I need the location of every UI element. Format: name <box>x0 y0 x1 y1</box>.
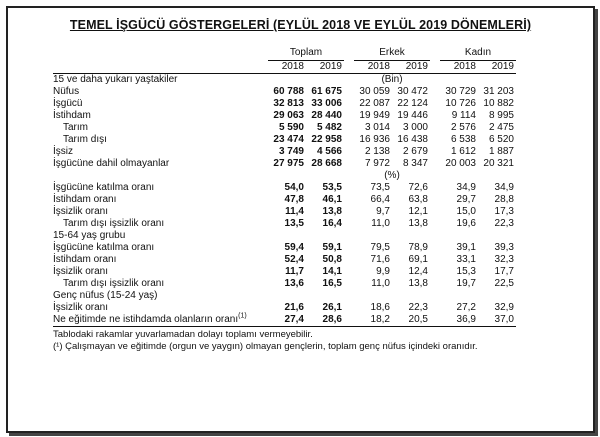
table-row <box>53 146 516 158</box>
table-row <box>53 314 516 327</box>
cell-value: 39,1 <box>456 242 476 253</box>
row-label: İstihdam oranı <box>53 254 117 265</box>
section-row <box>53 74 516 87</box>
row-label: İşsiz <box>53 146 73 157</box>
page-title: TEMEL İŞGÜCÜ GÖSTERGELERİ (EYLÜL 2018 VE EYLÜL 2019 DÖNEMLERİ) <box>69 18 532 32</box>
cell-value: 36,9 <box>440 314 478 327</box>
cell-value: 34,9 <box>494 182 514 193</box>
header-groups-row <box>53 46 516 61</box>
cell-value: 6 538 <box>450 134 476 145</box>
table-row <box>53 194 516 206</box>
footnote-row <box>53 341 516 353</box>
group-header: Toplam <box>268 46 344 61</box>
row-label: İşgücüne dahil olmayanlar <box>53 158 170 169</box>
footnote: Tablodaki rakamlar yuvarlamadan dolayı toplamı vermeyebilir. <box>53 329 313 340</box>
cell-value: 53,5 <box>322 182 342 193</box>
cell-value: 71,6 <box>370 254 390 265</box>
row-label: İşsizlik oranı <box>53 206 109 217</box>
cell-value: 30 059 <box>359 86 390 97</box>
table-frame <box>6 6 595 433</box>
cell-value: 66,4 <box>370 194 390 205</box>
row-label: İşgücüne katılma oranı <box>53 182 155 193</box>
table-row <box>53 266 516 278</box>
cell-value: 28,6 <box>306 314 344 327</box>
cell-value: 20,5 <box>392 314 430 327</box>
cell-value: 22,3 <box>494 218 514 229</box>
cell-value: 28,8 <box>494 194 514 205</box>
cell-value: 22 087 <box>359 98 390 109</box>
cell-value: 10 726 <box>445 98 476 109</box>
cell-value: 16,4 <box>322 218 342 229</box>
cell-value: 19 446 <box>397 110 428 121</box>
cell-value: 34,9 <box>456 182 476 193</box>
table-row <box>53 278 516 290</box>
year-header: 2019 <box>306 61 344 74</box>
cell-value: 16 438 <box>397 134 428 145</box>
unit-label: (%) <box>384 170 400 181</box>
row-label: Ne eğitimde ne istihdamda olanların oranı$^{(1)}$ <box>53 314 268 327</box>
table-row <box>53 218 516 230</box>
section-label: Genç nüfus (15-24 yaş) <box>53 290 158 301</box>
cell-value: 54,0 <box>284 182 304 193</box>
cell-value: 2 475 <box>488 122 514 133</box>
cell-value: 27,4 <box>268 314 306 327</box>
cell-value: 19,7 <box>456 278 476 289</box>
table-row <box>53 206 516 218</box>
cell-value: 13,8 <box>322 206 342 217</box>
cell-value: 3 014 <box>364 122 390 133</box>
cell-value: 18,2 <box>354 314 392 327</box>
cell-value: 11,0 <box>371 278 390 289</box>
cell-value: 11,0 <box>371 218 390 229</box>
cell-value: 30 729 <box>445 86 476 97</box>
cell-value: 72,6 <box>408 182 428 193</box>
cell-value: 60 788 <box>273 86 304 97</box>
row-label: Tarım dışı <box>63 134 107 145</box>
cell-value: 20 321 <box>483 158 514 169</box>
cell-value: 18,6 <box>370 302 390 313</box>
row-label: Nüfus <box>53 86 80 97</box>
row-label: İstihdam oranı <box>53 194 117 205</box>
cell-value: 13,8 <box>408 218 428 229</box>
footnote-marker: (1) <box>238 312 247 320</box>
cell-value: 29,7 <box>456 194 476 205</box>
cell-value: 13,6 <box>284 278 304 289</box>
cell-value: 30 472 <box>397 86 428 97</box>
year-header: 2018 <box>268 61 306 74</box>
cell-value: 32 813 <box>273 98 304 109</box>
cell-value: 12,4 <box>408 266 428 277</box>
cell-value: 73,5 <box>370 182 390 193</box>
cell-value: 32,9 <box>494 302 514 313</box>
cell-value: 52,4 <box>284 254 304 265</box>
cell-value: 7 972 <box>364 158 390 169</box>
cell-value: 46,1 <box>322 194 342 205</box>
table-row <box>53 242 516 254</box>
cell-value: 13,5 <box>284 218 304 229</box>
cell-value: 8 347 <box>402 158 428 169</box>
cell-value: 5 590 <box>278 122 304 133</box>
table-row <box>53 302 516 314</box>
section-row <box>53 290 516 302</box>
cell-value: 69,1 <box>408 254 428 265</box>
cell-value: 23 474 <box>273 134 304 145</box>
table-row <box>53 110 516 122</box>
table-row <box>53 86 516 98</box>
table-row <box>53 134 516 146</box>
row-label: İstihdam <box>53 110 91 121</box>
cell-value: 16,5 <box>322 278 342 289</box>
cell-value: 26,1 <box>322 302 342 313</box>
cell-value: 28 440 <box>311 110 342 121</box>
footnote: (¹) Çalışmayan ve eğitimde (orgun ve yaygın) olmayan gençlerin, toplam genç nüfus içindeki oranıdır. <box>53 341 478 352</box>
cell-value: 33 006 <box>311 98 342 109</box>
row-label: İşsizlik oranı <box>53 302 109 313</box>
cell-value: 2 138 <box>364 146 390 157</box>
cell-value: 11,7 <box>285 266 304 277</box>
row-label: İşgücüne katılma oranı <box>53 242 155 253</box>
cell-value: 20 003 <box>445 158 476 169</box>
cell-value: 27,2 <box>456 302 476 313</box>
group-header: Erkek <box>354 46 430 61</box>
year-header: 2019 <box>478 61 516 74</box>
cell-value: 12,1 <box>408 206 428 217</box>
cell-value: 17,3 <box>494 206 514 217</box>
cell-value: 37,0 <box>478 314 516 327</box>
cell-value: 11,4 <box>285 206 304 217</box>
cell-value: 27 975 <box>273 158 304 169</box>
cell-value: 15,3 <box>456 266 476 277</box>
year-header: 2019 <box>392 61 430 74</box>
year-header: 2018 <box>354 61 392 74</box>
cell-value: 5 482 <box>316 122 342 133</box>
table-row <box>53 254 516 266</box>
section-label: 15 ve daha yukarı yaştakiler <box>53 74 178 85</box>
cell-value: 1 887 <box>488 146 514 157</box>
cell-value: 28 668 <box>311 158 342 169</box>
cell-value: 14,1 <box>322 266 342 277</box>
table-row <box>53 158 516 170</box>
cell-value: 33,1 <box>456 254 476 265</box>
cell-value: 16 936 <box>359 134 390 145</box>
cell-value: 1 612 <box>450 146 476 157</box>
group-header: Kadın <box>440 46 516 61</box>
cell-value: 17,7 <box>494 266 514 277</box>
cell-value: 47,8 <box>284 194 304 205</box>
cell-value: 59,1 <box>322 242 342 253</box>
year-header: 2018 <box>440 61 478 74</box>
cell-value: 10 882 <box>483 98 514 109</box>
table-row <box>53 122 516 134</box>
cell-value: 2 679 <box>402 146 428 157</box>
row-label: Tarım dışı işsizlik oranı <box>63 278 165 289</box>
cell-value: 22,3 <box>408 302 428 313</box>
section-row <box>53 230 516 242</box>
footnote-row <box>53 327 516 342</box>
cell-value: 8 995 <box>488 110 514 121</box>
cell-value: 4 566 <box>316 146 342 157</box>
cell-value: 9 114 <box>451 110 476 121</box>
cell-value: 22 958 <box>311 134 342 145</box>
row-label: İşsizlik oranı <box>53 266 109 277</box>
table-row <box>53 182 516 194</box>
cell-value: 59,4 <box>284 242 304 253</box>
cell-value: 39,3 <box>494 242 514 253</box>
row-label: İşgücü <box>53 98 83 109</box>
cell-value: 78,9 <box>408 242 428 253</box>
table-row <box>53 98 516 110</box>
cell-value: 21,6 <box>284 302 304 313</box>
unit-row <box>53 170 516 182</box>
cell-value: 50,8 <box>322 254 342 265</box>
cell-value: 19 949 <box>359 110 390 121</box>
row-label: Tarım dışı işsizlik oranı <box>63 218 165 229</box>
cell-value: 61 675 <box>311 86 342 97</box>
cell-value: 29 063 <box>273 110 304 121</box>
cell-value: 31 203 <box>483 86 514 97</box>
header-years-row <box>53 61 516 74</box>
cell-value: 32,3 <box>494 254 514 265</box>
cell-value: 79,5 <box>370 242 390 253</box>
row-label: Tarım <box>63 122 88 133</box>
cell-value: 22 124 <box>397 98 428 109</box>
cell-value: 22,5 <box>494 278 514 289</box>
cell-value: 6 520 <box>488 134 514 145</box>
cell-value: 9,9 <box>376 266 390 277</box>
unit-label: (Bin) <box>381 74 403 85</box>
labor-indicators-table <box>53 46 516 353</box>
cell-value: 9,7 <box>376 206 390 217</box>
section-label: 15-64 yaş grubu <box>53 230 126 241</box>
cell-value: 15,0 <box>456 206 476 217</box>
cell-value: 63,8 <box>408 194 428 205</box>
cell-value: 2 576 <box>450 122 476 133</box>
cell-value: 3 749 <box>278 146 304 157</box>
cell-value: 13,8 <box>408 278 428 289</box>
cell-value: 19,6 <box>456 218 476 229</box>
cell-value: 3 000 <box>402 122 428 133</box>
